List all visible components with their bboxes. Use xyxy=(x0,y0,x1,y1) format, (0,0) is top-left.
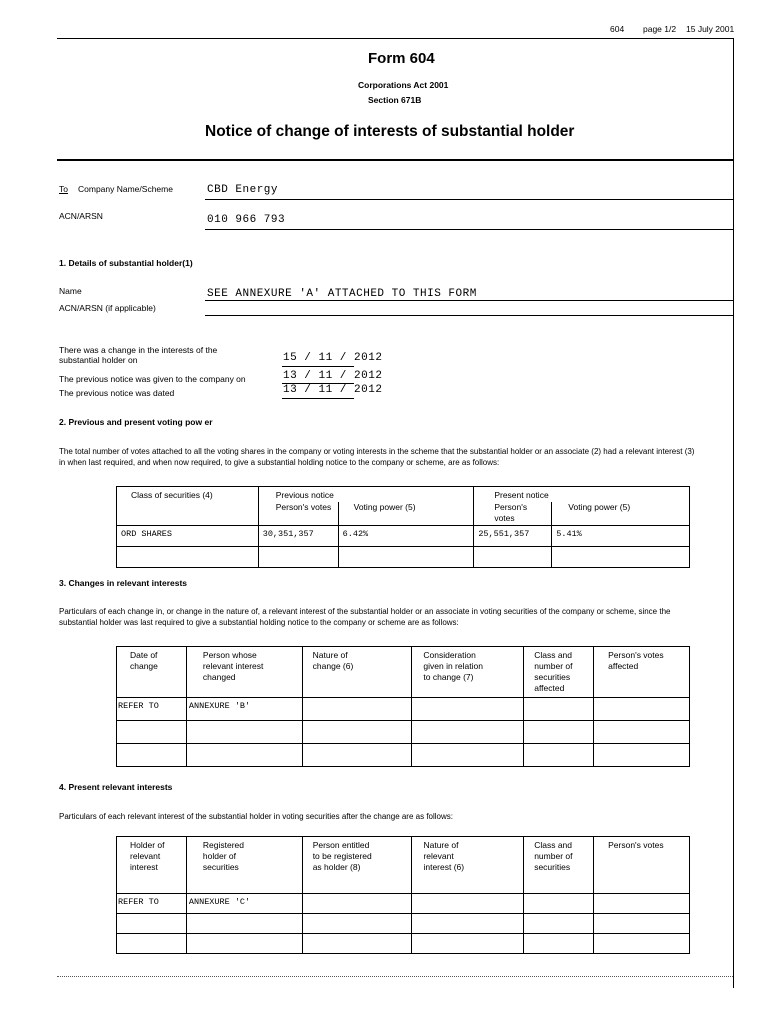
right-border xyxy=(733,38,734,988)
present-interests-table xyxy=(116,836,690,954)
prev-votes-header: Person's votes xyxy=(258,502,338,526)
col-class-header: Class of securities (4) xyxy=(117,487,259,526)
annexure-cell: ANNEXURE 'B' xyxy=(186,698,302,721)
form-number: 604 xyxy=(610,24,625,34)
hdr-registered: Registered holder of securities xyxy=(186,837,302,894)
company-name-value: CBD Energy xyxy=(207,184,279,196)
section1-heading: 1. Details of substantial holder(1) xyxy=(59,258,193,268)
table-row xyxy=(117,744,690,767)
change-date: 15 / 11 / 2012 xyxy=(283,352,383,364)
voting-power-table xyxy=(116,486,690,568)
title-rule xyxy=(57,159,734,161)
table-row xyxy=(117,894,690,914)
table-row xyxy=(117,525,690,546)
section2-heading: 2. Previous and present voting pow er xyxy=(59,417,213,427)
hdr-votes: Person's votes affected xyxy=(594,647,690,698)
hdr-nature: Nature of change (6) xyxy=(302,647,412,698)
annexure-cell: ANNEXURE 'C' xyxy=(186,894,302,914)
holder-name-label: Name xyxy=(59,286,82,296)
prev-given-label: The previous notice was given to the company on xyxy=(59,374,246,384)
section-label: Section 671B xyxy=(368,95,422,105)
section4-heading: 4. Present relevant interests xyxy=(59,782,173,792)
table-row xyxy=(117,914,690,934)
refer-cell: REFER TO xyxy=(117,698,187,721)
change-date-line xyxy=(282,366,354,367)
acn-line xyxy=(205,229,733,230)
class-cell: ORD SHARES xyxy=(117,525,259,546)
table-row xyxy=(117,934,690,954)
section3-para-2: substantial holder was last required to give a substantial holding notice to the company or scheme are as follows: xyxy=(59,618,459,627)
hdr-persons-votes: Person's votes xyxy=(594,837,690,894)
section2-para-2: in when last required, and when now required, to give a substantial holding notice to the company or scheme, are as follows: xyxy=(59,458,500,467)
refer-cell: REFER TO xyxy=(117,894,187,914)
acn-label: ACN/ARSN xyxy=(59,211,103,221)
pres-power-header: Voting power (5) xyxy=(552,502,690,526)
table-row xyxy=(117,721,690,744)
col-prev-header: Previous notice xyxy=(258,487,474,502)
pres-power-cell: 5.41% xyxy=(552,525,690,546)
hdr-nature-interest: Nature of relevant interest (6) xyxy=(412,837,524,894)
holder-name-value: SEE ANNEXURE 'A' ATTACHED TO THIS FORM xyxy=(207,288,477,300)
prev-given-date: 13 / 11 / 2012 xyxy=(283,370,383,382)
hdr-consideration: Consideration given in relation to change (7) xyxy=(412,647,524,698)
header-date: 15 July 2001 xyxy=(686,24,735,34)
page-number: page 1/2 xyxy=(643,24,677,34)
hdr-person: Person whose relevant interest changed xyxy=(186,647,302,698)
hdr-class-number: Class and number of securities xyxy=(524,837,594,894)
holder-acn-label: ACN/ARSN (if applicable) xyxy=(59,303,156,313)
changes-table xyxy=(116,646,690,767)
table-row xyxy=(117,698,690,721)
change-label-1: There was a change in the interests of the xyxy=(59,345,218,355)
section3-para-1: Particulars of each change in, or change in the nature of, a relevant interest of the substantial holder or an associate in voting securities of the company or scheme, since the xyxy=(59,607,671,616)
prev-power-header: Voting power (5) xyxy=(338,502,474,526)
footer-rule xyxy=(57,976,733,977)
table-row xyxy=(117,546,690,567)
company-name-line xyxy=(205,199,733,200)
pres-votes-header: Person's votes xyxy=(474,502,552,526)
acn-value: 010 966 793 xyxy=(207,214,286,226)
pres-votes-cell: 25,551,357 xyxy=(474,525,552,546)
section4-para: Particulars of each relevant interest of the substantial holder in voting securities after the change are as follows: xyxy=(59,812,453,821)
holder-acn-line xyxy=(205,315,733,316)
act-label: Corporations Act 2001 xyxy=(358,80,449,90)
hdr-entitled: Person entitled to be registered as holder (8) xyxy=(302,837,412,894)
col-present-header: Present notice xyxy=(474,487,690,502)
prev-power-cell: 6.42% xyxy=(338,525,474,546)
section3-heading: 3. Changes in relevant interests xyxy=(59,578,188,588)
prev-dated-label: The previous notice was dated xyxy=(59,388,175,398)
header-rule xyxy=(57,38,733,39)
hdr-date: Date of change xyxy=(117,647,187,698)
hdr-class: Class and number of securities affected xyxy=(524,647,594,698)
prev-dated-date: 13 / 11 / 2012 xyxy=(283,384,383,396)
company-name-label: Company Name/Scheme xyxy=(78,184,173,194)
section2-para-1: The total number of votes attached to all the voting shares in the company or voting interests in the scheme that the substantial holder or an associate (2) had a relevant interest (3) xyxy=(59,447,695,456)
change-label-2: substantial holder on xyxy=(59,355,138,365)
hdr-holder: Holder of relevant interest xyxy=(117,837,187,894)
notice-title: Notice of change of interests of substantial holder xyxy=(205,123,575,140)
prev-dated-date-line xyxy=(282,398,354,399)
prev-votes-cell: 30,351,357 xyxy=(258,525,338,546)
holder-name-line xyxy=(205,300,733,301)
form-title: Form 604 xyxy=(368,50,435,67)
to-label: To xyxy=(59,184,68,194)
